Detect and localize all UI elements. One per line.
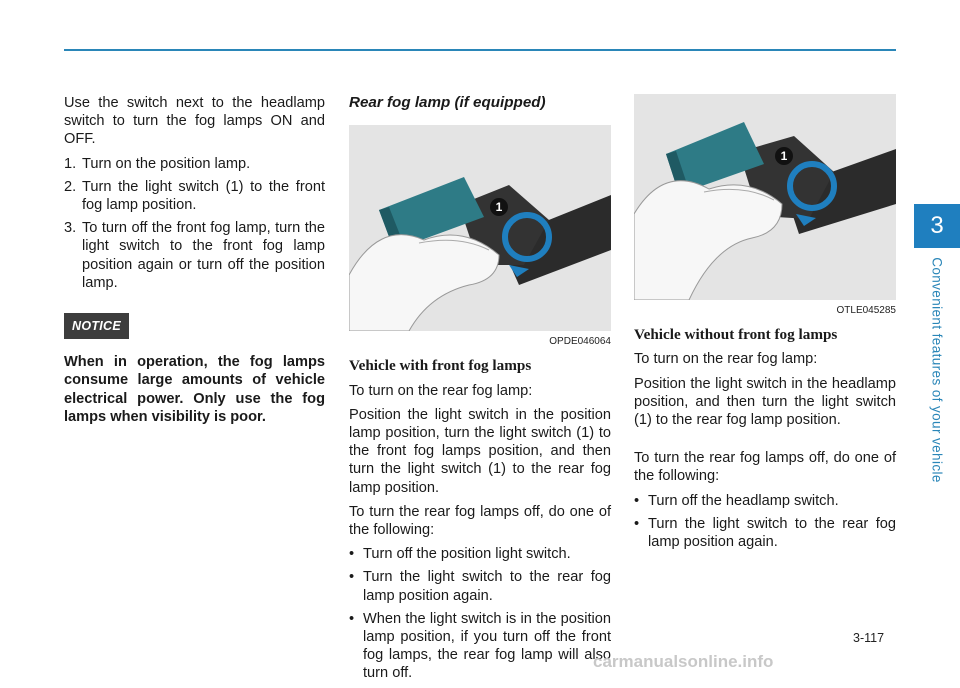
figure-switch-with-front-fog: [349, 125, 611, 331]
stalk-illustration: [349, 125, 611, 331]
notice-badge: NOTICE: [64, 313, 129, 339]
middle-para-1: To turn on the rear fog lamp:: [349, 382, 533, 399]
list-item: • Turn off the position light switch.: [349, 546, 571, 563]
list-item: • Turn the light switch to the rear fog lamp position again.: [349, 569, 611, 604]
chapter-tab: 3: [914, 204, 960, 248]
callout-number: 1: [495, 200, 503, 215]
list-item: • Turn off the headlamp switch.: [634, 492, 839, 509]
stalk-illustration-2: [634, 94, 896, 300]
page-number: 3-117: [853, 631, 885, 645]
figure-code: OTLE045285: [836, 305, 896, 316]
step-item: 1. Turn on the position lamp.: [64, 155, 251, 172]
spacer: [634, 435, 896, 449]
section-title: Rear fog lamp (if equipped): [349, 94, 546, 111]
right-para-3: To turn the rear fog lamps off, do one of the following:: [634, 450, 896, 485]
subtitle-with-front-fog: Vehicle with front fog lamps: [349, 357, 532, 375]
watermark: carmanualsonline.info: [593, 652, 774, 671]
list-item: • When the light switch is in the position lamp position, if you turn off the front fog lamps, the rear fog lamp will also turn off.: [349, 610, 611, 682]
left-column: [64, 94, 325, 432]
right-bullets: [634, 492, 896, 552]
right-para-2: Position the light switch in the headlamp position, and then turn the light switch (1) to the rear fog lamp position.: [634, 375, 896, 429]
notice-text: When in operation, the fog lamps consume large amounts of vehicle electrical power. Only use the fog lamps when visibility is poor.: [64, 354, 325, 425]
callout-number: 1: [780, 149, 788, 163]
chapter-label: Convenient features of your vehicle: [929, 257, 945, 483]
figure-switch-without-front-fog: [634, 94, 896, 300]
header-rule: [64, 49, 896, 51]
step-item: 3. To turn off the front fog lamp, turn the light switch to the front fog lamp position again or turn off the position lamp.: [64, 220, 325, 291]
right-para-1: To turn on the rear fog lamp:: [634, 351, 818, 368]
middle-para-3: To turn the rear fog lamps off, do one of the following:: [349, 503, 611, 539]
middle-para-2: Position the light switch in the position lamp position, turn the light switch (1) to the front fog lamps position, and then turn the light switch (1) to the rear fog lamp position.: [349, 406, 611, 496]
steps-list: [64, 155, 325, 292]
list-item: • Turn the light switch to the rear fog lamp position again.: [634, 515, 896, 551]
subtitle-without-front-fog: Vehicle without front fog lamps: [634, 326, 838, 344]
middle-bullets: [349, 545, 611, 682]
figure-code: OPDE046064: [549, 336, 611, 348]
step-item: 2. Turn the light switch (1) to the front fog lamp position.: [64, 178, 325, 214]
middle-column: [349, 94, 611, 688]
right-column: [634, 94, 896, 556]
intro-paragraph: Use the switch next to the headlamp switch to turn the fog lamps ON and OFF.: [64, 95, 325, 148]
